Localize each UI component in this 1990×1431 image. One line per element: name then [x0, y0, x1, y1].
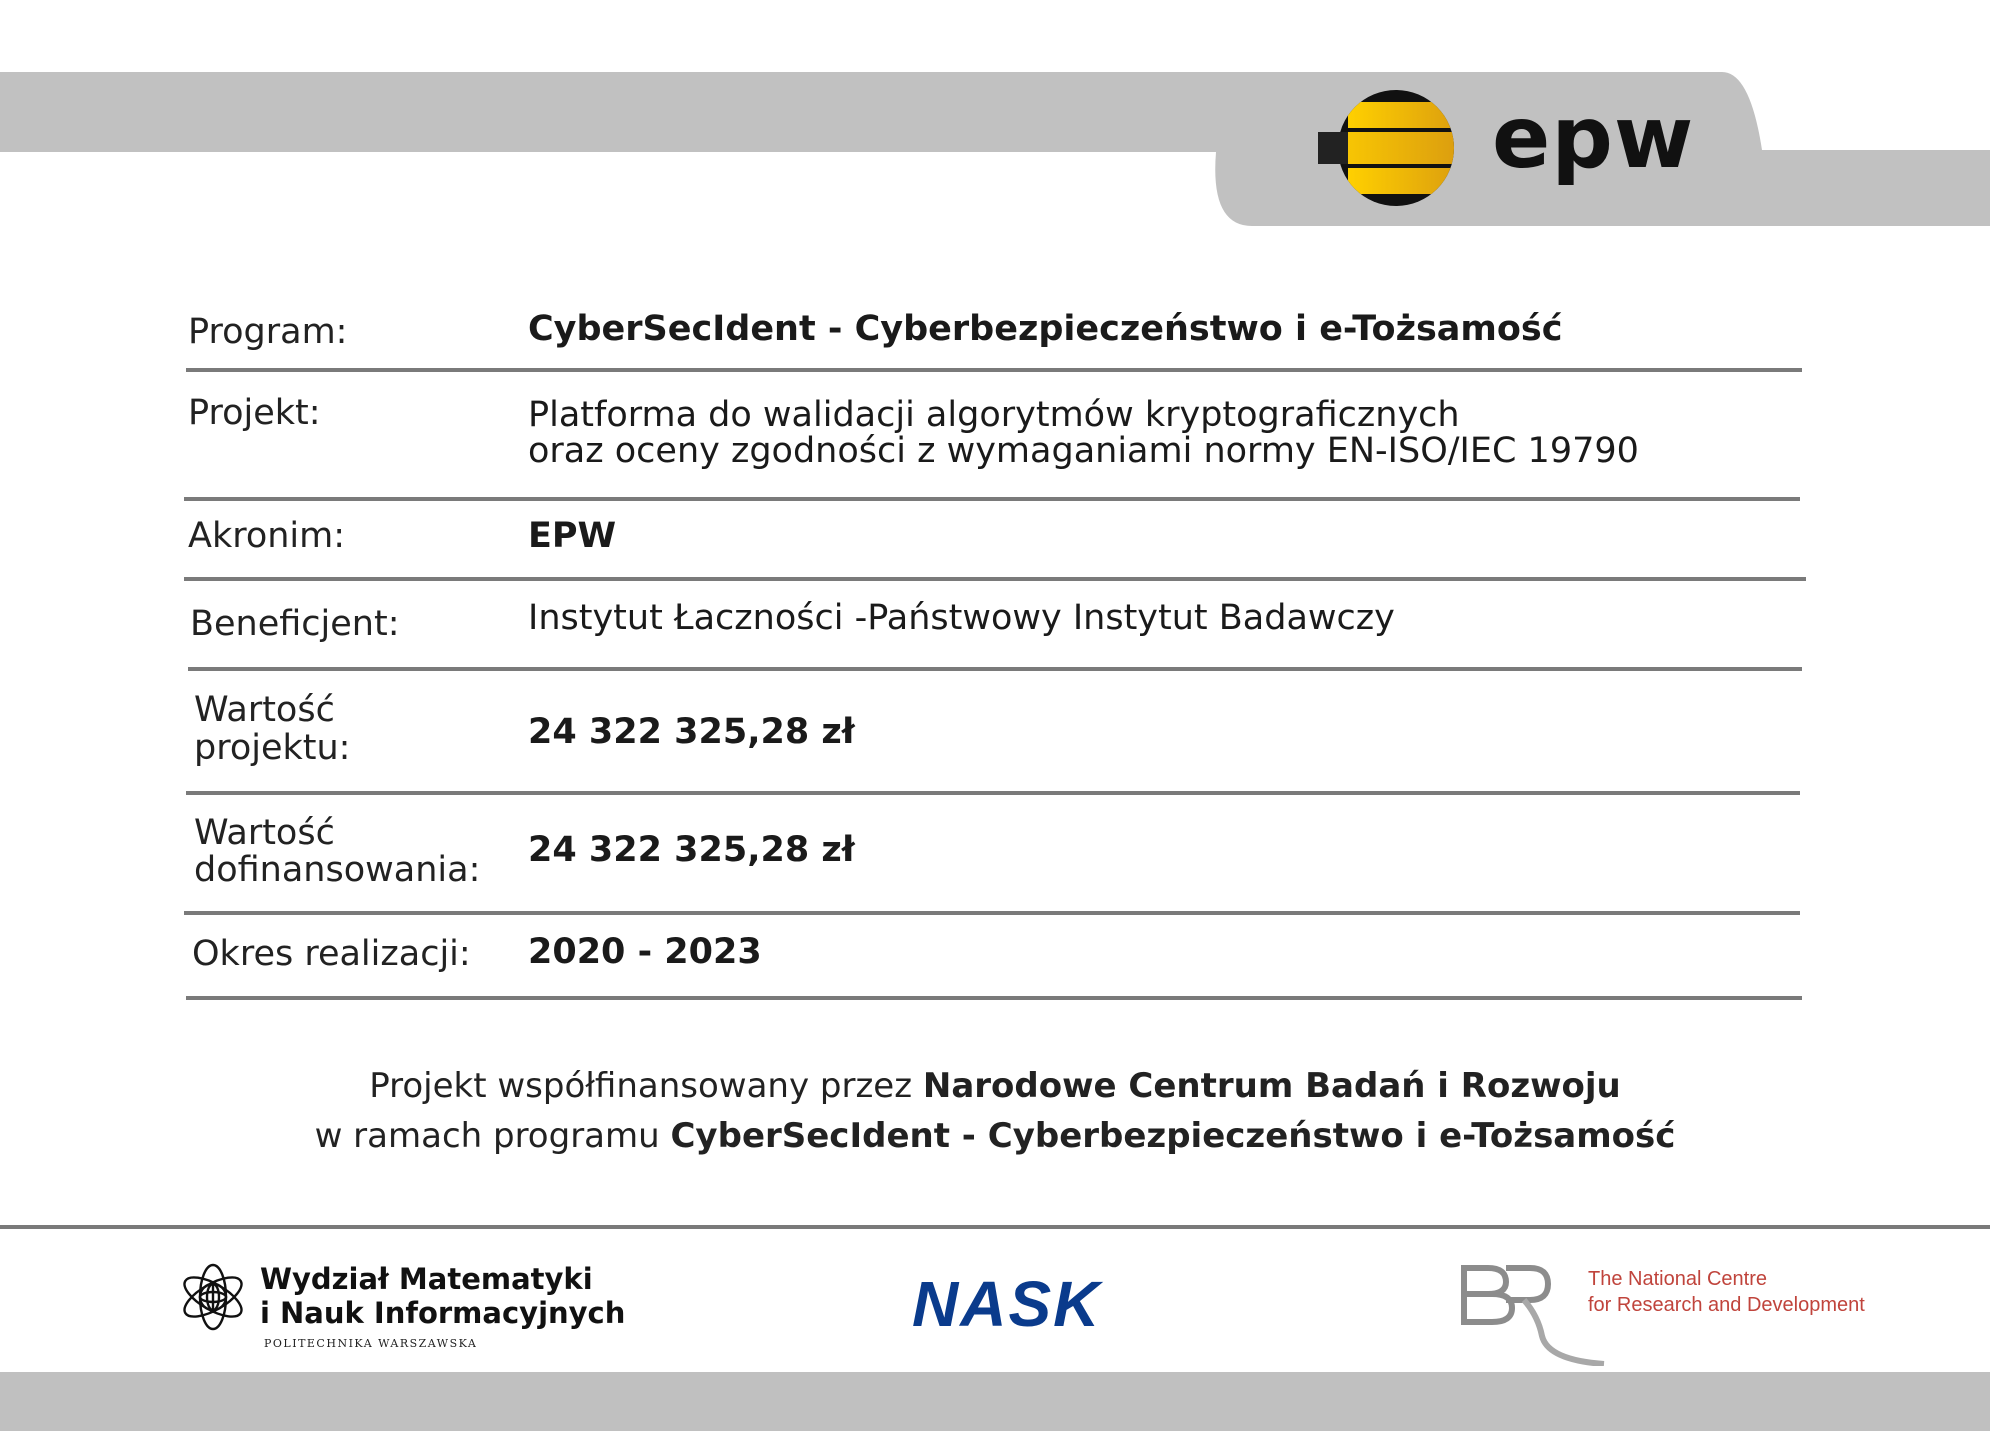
wartosc-dofinansowania-value: 24 322 325,28 zł	[528, 830, 855, 870]
okres-realizacji-value: 2020 - 2023	[528, 932, 762, 972]
okres-realizacji-label: Okres realizacji:	[192, 934, 471, 974]
projekt-value-line2: oraz oceny zgodności z wymaganiami normy EN-ISO/IEC 19790	[528, 431, 1639, 471]
funding-line-2	[0, 1116, 1990, 1156]
row-divider	[186, 996, 1802, 1000]
ncbr-logo-line2: for Research and Development	[1588, 1294, 1865, 1316]
projekt-value-line1: Platforma do walidacji algorytmów kryptograficznych	[528, 395, 1460, 435]
epw-logo-text: epw	[1492, 88, 1695, 188]
program-label: Program:	[188, 312, 348, 352]
nask-logo: NASK	[912, 1268, 1102, 1340]
ncbr-logo-line1: The National Centre	[1588, 1268, 1767, 1290]
globe-atom-icon	[178, 1262, 248, 1332]
akronim-label: Akronim:	[188, 516, 346, 556]
row-divider	[186, 791, 1800, 795]
wmini-logo-line1: Wydział Matematyki	[260, 1262, 593, 1296]
wartosc-dofinansowania-label-line2: dofinansowania:	[194, 850, 481, 890]
wartosc-projektu-value: 24 322 325,28 zł	[528, 712, 855, 752]
footer-band	[0, 1372, 1990, 1431]
beneficjent-value: Instytut Łaczności -Państwowy Instytut Badawczy	[528, 598, 1395, 638]
row-divider	[184, 911, 1800, 915]
row-divider	[184, 497, 1800, 501]
funding-line-2-prefix: w ramach programu	[314, 1116, 671, 1156]
funding-program-name: CyberSecIdent - Cyberbezpieczeństwo i e-Tożsamość	[670, 1116, 1676, 1156]
wartosc-projektu-label-line1: Wartość	[194, 690, 335, 730]
row-divider	[184, 577, 1806, 581]
akronim-value: EPW	[528, 516, 617, 556]
funding-line-1	[0, 1066, 1990, 1106]
epw-logo-icon	[1318, 88, 1468, 208]
projekt-label: Projekt:	[188, 393, 321, 433]
funding-line-1-prefix: Projekt współfinansowany przez	[369, 1066, 923, 1106]
program-value: CyberSecIdent - Cyberbezpieczeństwo i e-Tożsamość	[528, 309, 1563, 349]
row-divider	[186, 368, 1802, 372]
row-divider	[188, 667, 1802, 671]
wartosc-dofinansowania-label-line1: Wartość	[194, 813, 335, 853]
wmini-logo-subtitle: POLITECHNIKA WARSZAWSKA	[264, 1337, 478, 1350]
funding-agency-name: Narodowe Centrum Badań i Rozwoju	[922, 1066, 1621, 1106]
beneficjent-label: Beneficjent:	[190, 604, 400, 644]
wmini-logo-line2: i Nauk Informacyjnych	[260, 1296, 626, 1330]
ncbr-logo-icon	[1458, 1256, 1608, 1366]
footer-divider	[0, 1225, 1990, 1229]
wartosc-projektu-label-line2: projektu:	[194, 728, 351, 768]
